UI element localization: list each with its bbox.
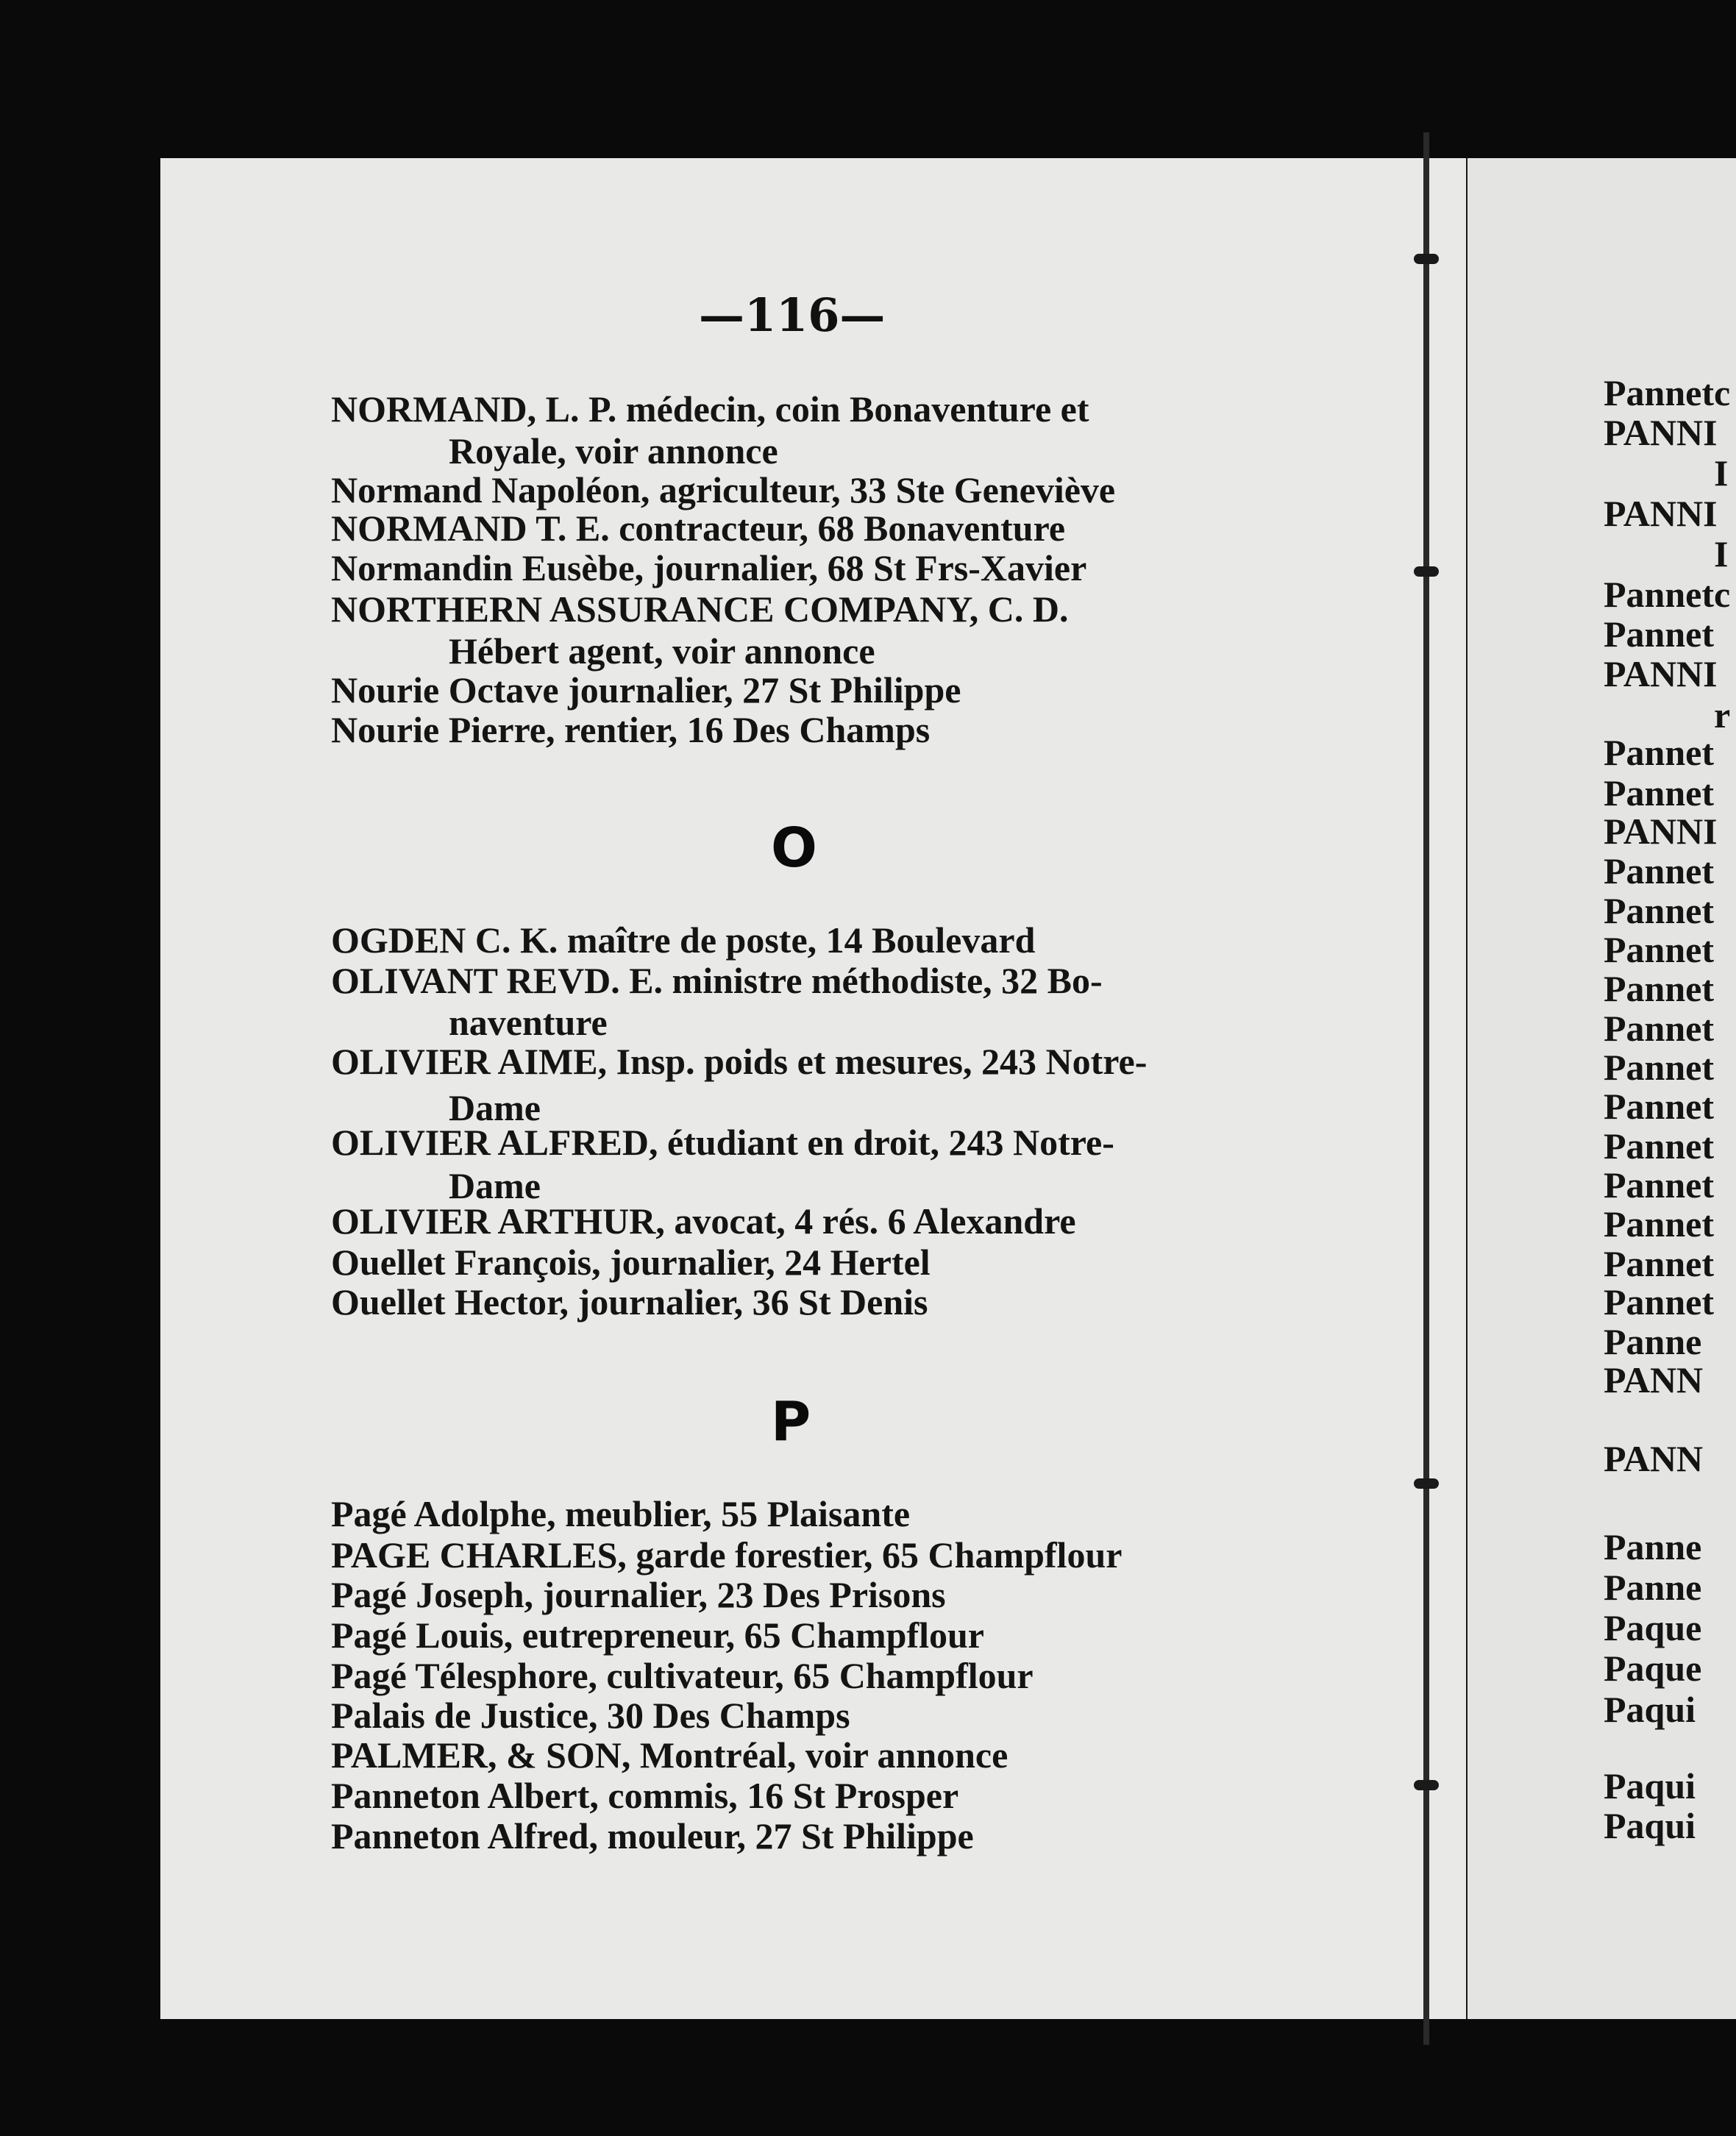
directory-entry: Pagé Télesphore, cultivateur, 65 Champflour — [331, 1655, 1034, 1696]
right-page-fragment: PANNI — [1604, 412, 1718, 453]
directory-entry-continuation: naventure — [449, 1002, 608, 1043]
right-page-fragment: Pannet — [1604, 968, 1714, 1009]
directory-entry: Nourie Pierre, rentier, 16 Des Champs — [331, 709, 931, 750]
directory-entry: NORMAND, L. P. médecin, coin Bonaventure et — [331, 388, 1089, 430]
right-page-fragment: Pannet — [1604, 1008, 1714, 1049]
page-number: —116— — [699, 288, 886, 342]
directory-entry: PAGE CHARLES, garde forestier, 65 Champflour — [331, 1534, 1123, 1576]
directory-entry: NORMAND T. E. contracteur, 68 Bonaventure — [331, 508, 1066, 549]
directory-entry: OLIVIER AIME, Insp. poids et mesures, 243 Notre- — [331, 1041, 1148, 1082]
right-page-fragment: PANNI — [1604, 493, 1718, 534]
right-page-fragment: Pannet — [1604, 929, 1714, 970]
directory-entry: Ouellet Hector, journalier, 36 St Denis — [331, 1281, 928, 1322]
directory-entry-continuation: Royale, voir annonce — [449, 430, 778, 471]
right-page-fragment: PANNI — [1604, 653, 1718, 694]
right-page-fragment: Pannet — [1604, 613, 1714, 655]
directory-entry-continuation: Hébert agent, voir annonce — [449, 630, 875, 672]
directory-entry: Palais de Justice, 30 Des Champs — [331, 1695, 850, 1736]
directory-entry: OGDEN C. K. maître de poste, 14 Boulevard — [331, 919, 1036, 961]
directory-entry-continuation: Dame — [449, 1165, 541, 1206]
right-page-fragment: Paque — [1604, 1607, 1702, 1648]
right-page-fragment: Pannet — [1604, 1047, 1714, 1088]
directory-entry: Pagé Louis, eutrepreneur, 65 Champflour — [331, 1615, 984, 1656]
right-page-fragment: Panne — [1604, 1567, 1702, 1608]
right-page-fragment: I — [1714, 533, 1729, 574]
right-page-fragment: Paqui — [1604, 1689, 1696, 1730]
right-page-fragment: Paqui — [1604, 1805, 1696, 1846]
directory-entry: NORTHERN ASSURANCE COMPANY, C. D. — [331, 588, 1069, 630]
directory-entry: OLIVIER ARTHUR, avocat, 4 rés. 6 Alexandre — [331, 1200, 1076, 1242]
section-letter-p: P — [771, 1390, 811, 1453]
binding-stitch — [1414, 1478, 1439, 1489]
right-page-fragment: Paqui — [1604, 1765, 1696, 1806]
directory-entry: Pagé Joseph, journalier, 23 Des Prisons — [331, 1574, 946, 1615]
right-page-fragment: Pannet — [1604, 1164, 1714, 1206]
binding-stitch — [1414, 1780, 1439, 1790]
right-page-fragment: Pannet — [1604, 850, 1714, 891]
directory-entry: Ouellet François, journalier, 24 Hertel — [331, 1242, 931, 1283]
right-page-fragment: r — [1714, 694, 1731, 736]
directory-entry: Panneton Albert, commis, 16 St Prosper — [331, 1775, 959, 1816]
directory-entry-continuation: Dame — [449, 1087, 541, 1128]
right-page-fragment: PANN — [1604, 1438, 1704, 1479]
right-page-fragment: I — [1714, 452, 1729, 494]
book-spine — [1423, 132, 1429, 2045]
right-page-fragment: Paque — [1604, 1648, 1702, 1689]
directory-entry: OLIVANT REVD. E. ministre méthodiste, 32 Bo- — [331, 960, 1103, 1001]
directory-entry: OLIVIER ALFRED, étudiant en droit, 243 Notre- — [331, 1122, 1114, 1163]
right-page-fragment: Pannet — [1604, 1086, 1714, 1127]
right-page-fragment: PANNI — [1604, 811, 1718, 852]
right-page-fragment: Pannet — [1604, 1243, 1714, 1284]
right-page-fragment: Pannet — [1604, 1281, 1714, 1322]
right-page-fragment: Panne — [1604, 1321, 1702, 1362]
directory-entry: PALMER, & SON, Montréal, voir annonce — [331, 1734, 1008, 1776]
right-page-fragment: Pannet — [1604, 732, 1714, 773]
right-page-fragment: Pannetc — [1604, 574, 1731, 615]
directory-entry: Nourie Octave journalier, 27 St Philippe — [331, 669, 961, 711]
directory-entry: Normandin Eusèbe, journalier, 68 St Frs-Xavier — [331, 547, 1087, 588]
section-letter-o: O — [771, 816, 817, 880]
right-page-fragment: Pannetc — [1604, 372, 1731, 413]
right-page-fragment: Pannet — [1604, 1125, 1714, 1167]
right-page-fragment: Pannet — [1604, 772, 1714, 814]
directory-entry: Panneton Alfred, mouleur, 27 St Philippe — [331, 1815, 974, 1856]
right-page-fragment: Panne — [1604, 1526, 1702, 1567]
right-page-fragment: PANN — [1604, 1359, 1704, 1400]
directory-entry: Pagé Adolphe, meublier, 55 Plaisante — [331, 1493, 911, 1534]
binding-stitch — [1414, 254, 1439, 264]
binding-stitch — [1414, 566, 1439, 577]
right-page-fragment: Pannet — [1604, 890, 1714, 931]
right-page-fragment: Pannet — [1604, 1203, 1714, 1245]
directory-entry: Normand Napoléon, agriculteur, 33 Ste Geneviève — [331, 469, 1116, 510]
